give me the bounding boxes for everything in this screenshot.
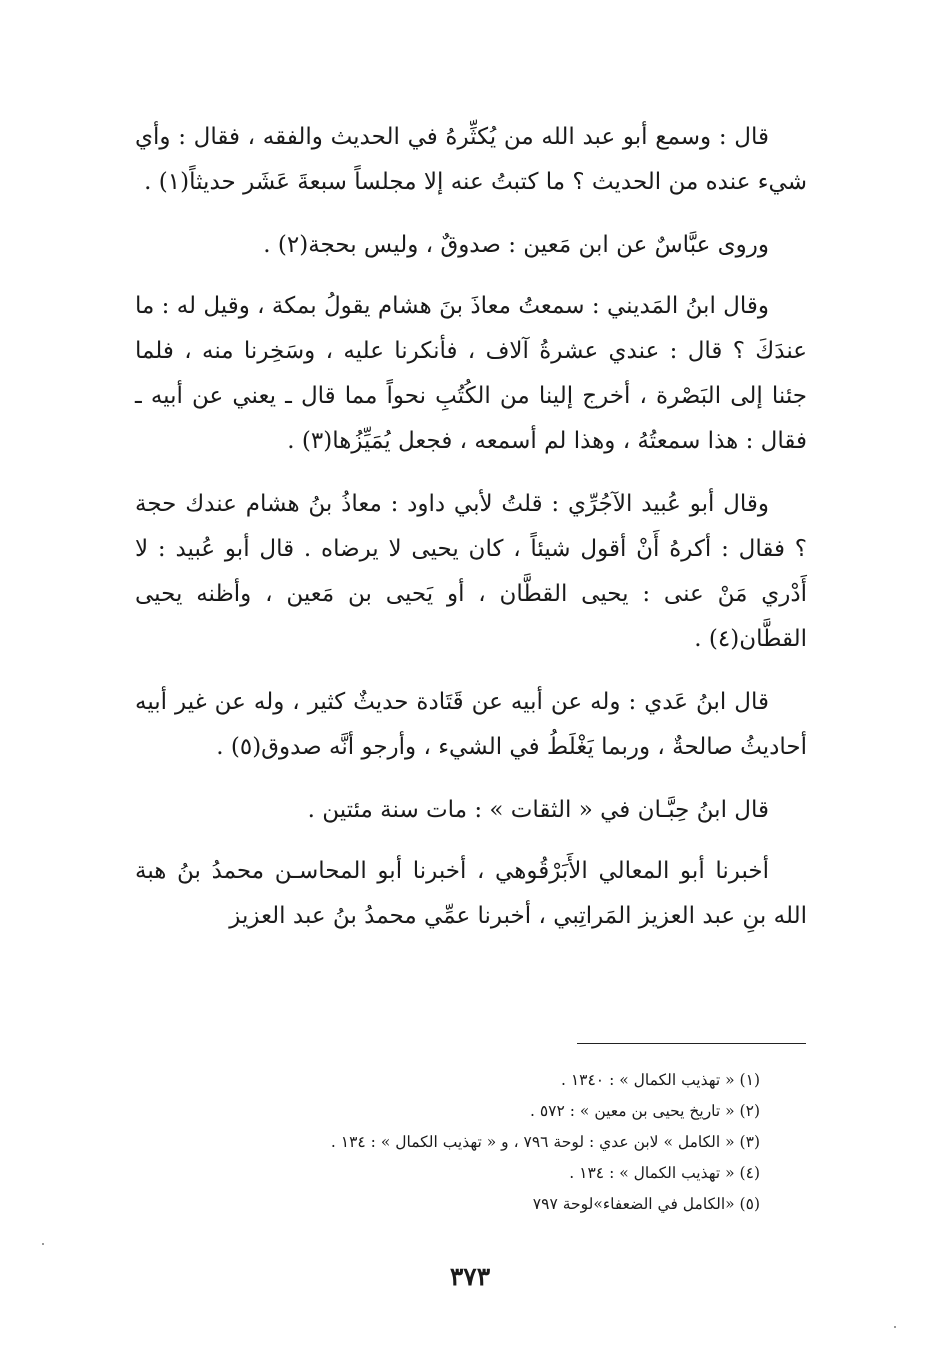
paragraph-4: وقال أبو عُبيد الآجُرِّي : قلتُ لأبي داود : معاذُ بنُ هشام عندك حجة ؟ فقال : أكرهُ أَنْ أقول شيئاً ، كان يحيى لا يرضاه . قال أبو عُبيد : لا أَدْري مَنْ عنى : يحيى القطَّان ، أو يَحيى بن مَعين ، وأظنه يحيى القطَّان(٤) .: [135, 491, 807, 652]
paragraph-3: وقال ابنُ المَديني : سمعتُ معاذَ بنَ هشام يقولُ بمكة ، وقيل له : ما عندَكَ ؟ قال : عندي عشرةُ آلاف ، فأنكرنا عليه ، وسَخِرنا منه ، فلما جئنا إلى البَصْرة ، أخرج إلينا من الكُتُبِ نحواً مما قال ـ يعني عن أبيه ـ فقال : هذا سمعتُهُ ، وهذا لم أسمعه ، فجعل يُمَيِّزُها(٣) .: [135, 293, 807, 454]
paragraph-1: قال : وسمع أبو عبد الله من يُكثِّرهُ في الحديث والفقه ، فقال : وأي شيء عنده من الحديث ؟ ما كتبتُ عنه إلا مجلساً سبعةَ عَشَر حديثاً(١) .: [135, 124, 807, 195]
footnote-4: (٤) « تهذيب الكمال » : ١٣٤ .: [569, 1164, 760, 1182]
page-number: ٣٧٣: [449, 1262, 491, 1291]
footnote-separator: [577, 1043, 806, 1044]
paragraph-5: قال ابنُ عَدي : وله عن أبيه عن قَتَادة حديثٌ كثير ، وله عن غير أبيه أحاديثُ صالحةٌ ، وربما يَغْلَطُ في الشيء ، وأرجو أنَّه صدوق(٥) .: [135, 689, 807, 760]
paragraph-7: أخبرنا أبو المعالي الأَبَرْقُوهي ، أخبرنا أبو المحاسـن محمدُ بنُ هبة الله بنِ عبد العزيز المَراتِبي ، أخبرنا عمِّي محمدُ بنُ عبد العزيز: [135, 858, 807, 929]
footnotes: [200, 1065, 760, 1220]
paragraph-2: وروى عبَّاسٌ عن ابن مَعين : صدوقٌ ، وليس بحجة(٢) .: [263, 232, 769, 258]
scan-speck: [42, 1243, 44, 1245]
footnote-2: (٢) « تاريخ يحيى بن معين » : ٥٧٢ .: [529, 1102, 760, 1120]
footnote-5: (٥) «الكامل في الضعفاء»لوحة ٧٩٧: [532, 1195, 760, 1213]
main-text-body: [135, 115, 807, 957]
footnote-1: (١) « تهذيب الكمال » : ١٣٤٠ .: [560, 1071, 760, 1089]
footnote-3: (٣) « الكامل » لابن عدي : لوحة ٧٩٦ ، و « تهذيب الكمال » : ١٣٤ .: [330, 1133, 760, 1151]
scan-speck: [894, 1326, 896, 1328]
paragraph-6: قال ابنُ حِبَّـان في « الثقات » : مات سنة مئتين .: [307, 797, 769, 823]
